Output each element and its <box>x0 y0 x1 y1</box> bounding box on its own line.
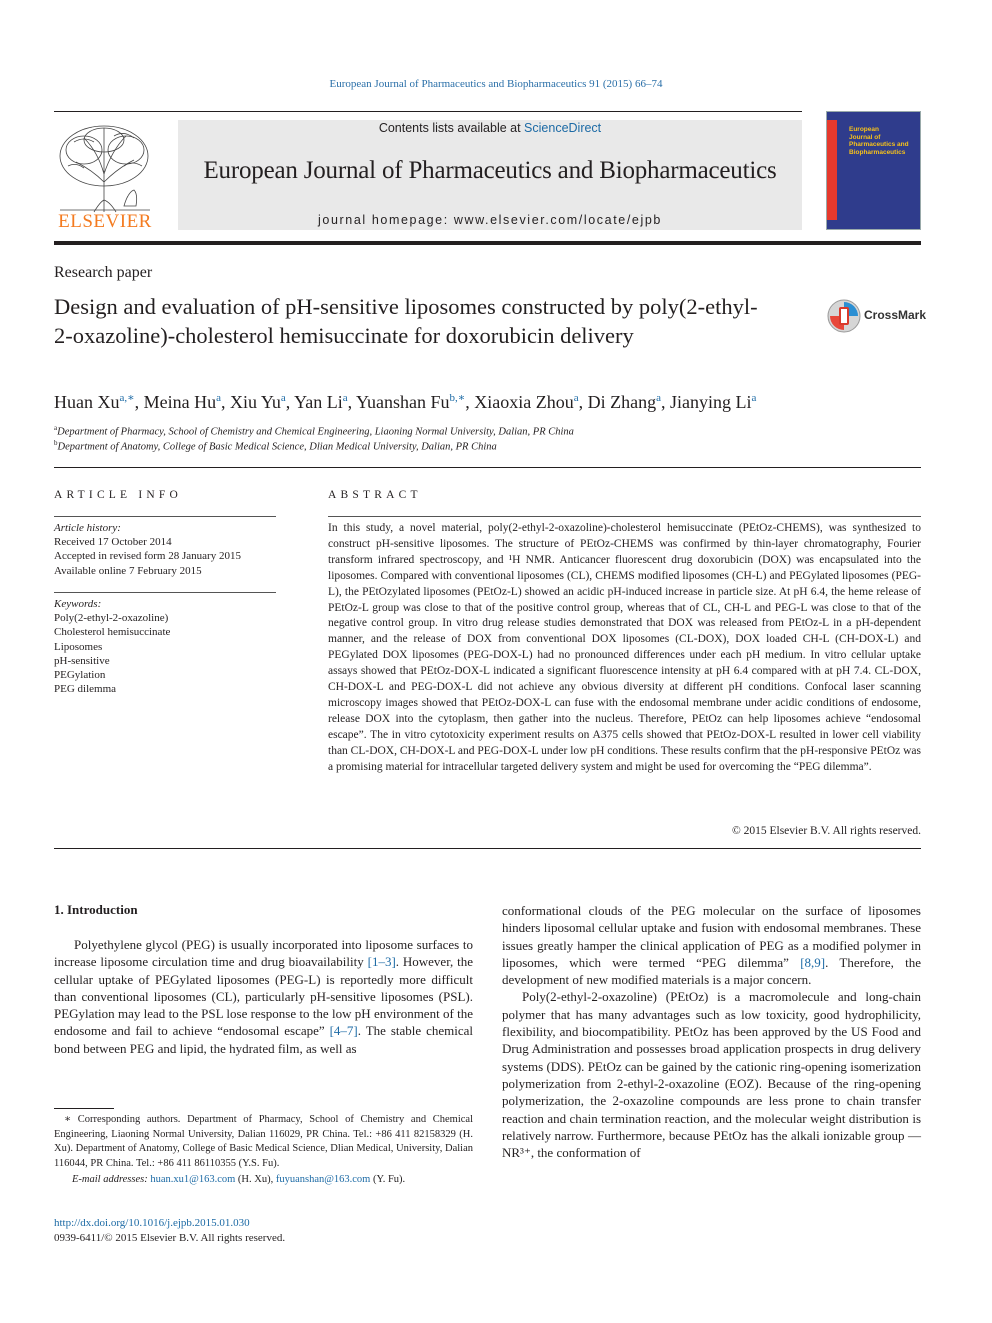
corresponding-author-footnote <box>54 1113 473 1188</box>
author-affiliation-mark[interactable]: a,∗ <box>119 392 135 404</box>
keywords <box>54 597 276 696</box>
author-name: Xiaoxia Zhou <box>474 392 574 412</box>
keyword-item: PEG dilemma <box>54 683 117 696</box>
article-history-label: Article history: <box>54 522 121 534</box>
author-name: Xiu Yu <box>229 392 281 412</box>
body-left-column <box>54 936 473 1057</box>
cover-title <box>849 126 909 156</box>
paragraph-text: Polyethylene glycol (PEG) is usually incorporated into liposome surfaces to increase liposome circulation time and drug bioavailability <box>54 937 473 970</box>
author-affiliation-mark[interactable]: a <box>751 392 757 404</box>
email-link-fu[interactable]: fuyuanshan@163.com <box>275 1174 371 1185</box>
author-affiliation-mark[interactable]: a <box>280 392 286 404</box>
author-name: Yuanshan Fu <box>355 392 450 412</box>
email-label: E-mail addresses: <box>72 1174 151 1185</box>
header-thick-rule <box>54 241 921 245</box>
article-info-heading: ARTICLE INFO <box>54 489 182 501</box>
journal-homepage[interactable]: journal homepage: www.elsevier.com/locate/ejpb <box>318 213 662 227</box>
abstract-rule <box>328 516 921 517</box>
abstract-copyright: © 2015 Elsevier B.V. All rights reserved. <box>732 825 921 837</box>
keyword-item: Liposomes <box>54 640 103 653</box>
email-link-xu[interactable]: huan.xu1@163.com <box>150 1174 236 1185</box>
cover-title-line: Biopharmaceutics <box>849 148 906 156</box>
author-affiliation-mark[interactable]: a <box>656 392 661 404</box>
cover-title-line: Pharmaceutics and <box>849 141 909 148</box>
keyword-item: Cholesterol hemisuccinate <box>54 626 171 639</box>
author-name: Jianying Li <box>669 392 752 412</box>
reference-link[interactable]: [4–7] <box>329 1023 358 1039</box>
keywords-label: Keywords: <box>54 598 102 610</box>
introduction-heading: 1. Introduction <box>54 902 138 917</box>
email-owner: (Y. Fu). <box>370 1174 406 1185</box>
paragraph-text: . The stable chemical bond between PEG and lipid, the hydrated film, as well as <box>54 1023 474 1056</box>
doi-block <box>54 1216 285 1246</box>
author-affiliation-mark[interactable]: a <box>342 392 348 404</box>
article-type: Research paper <box>54 264 153 281</box>
cover-title-line: Journal of <box>849 133 881 141</box>
contents-prefix: Contents lists available at <box>378 121 525 135</box>
email-line <box>54 1173 473 1188</box>
author-name: Di Zhang <box>587 392 657 412</box>
keywords-rule <box>54 592 276 593</box>
affiliation-mark: a <box>54 424 58 432</box>
crossmark-label: CrossMark <box>864 308 927 322</box>
reference-link[interactable]: [8,9] <box>800 954 826 970</box>
affiliation-text: Department of Pharmacy, School of Chemistry and Chemical Engineering, Liaoning Normal University, Dalian, PR China <box>57 426 574 438</box>
author-affiliation-mark[interactable]: a <box>573 392 579 404</box>
sciencedirect-link[interactable]: ScienceDirect <box>524 121 602 135</box>
email-owner: (H. Xu), <box>235 1174 276 1185</box>
abstract-heading: ABSTRACT <box>328 489 422 501</box>
abstract-text: In this study, a novel material, poly(2-ethyl-2-oxazoline)-cholesterol hemisuccinate (PEtOz-CHEMS), was synthesized to construct pH-sensitive liposomes. The structure of PEtOz-CHEMS was confirmed by thin-layer chromatography, Fourier transform infrared spectroscopy, and ¹H NMR. Anticancer fluorescent drug doxorubicin (DOX) was encapsulated into the liposomes. Compared with conventional liposomes (CL), CHEMS modified liposomes (CH-L) and PEGylated liposomes (PEG-L), the PEtOzylated liposomes (PEtOz-L) showed an acidic pH-induced increase in particle size. At pH 6.4, the heme release of PEtOz-L group was close to that of the positive control group, whereas that of CL, CH-L and PEG-L was close to that of the negative control group. In vitro drug release studies demonstrated that DOX was released from PEtOz-L in a pH-dependent manner, and the release of DOX from conventional DOX liposomes (CL-DOX), DOX loaded CH-L (CH-DOX-L) and PEGylated DOX liposomes (PEG-DOX-L) had no pronounced differences under each pH medium. In vitro cellular uptake assays showed that PEtOz-DOX-L indicated a significant fluorescence intensity at pH 6.4 compared with at pH 7.4. CL-DOX, CH-DOX-L and PEG-DOX-L did not achieve any obvious diversity at different pH conditions. Confocal laser scanning microscopy images showed that PEtOz-DOX-L can fuse with the endosomal membrane under acidic conditions of endosome, release DOX into the cytoplasm, then gather into the nucleus. Therefore, PEtOz can help liposomes achieve “endosomal escape”. The in vitro cytotoxicity experiment results on A375 cells showed that PEtOz-DOX-L resulted in lower cell viability than CL-DOX, CH-DOX-L and PEG-DOX-L under low pH conditions. These results confirm that the pH-responsive PEtOz was a promising material for intracellular targeted delivery system and might be used for overcoming the “PEG dilemma”. <box>328 522 921 773</box>
footnote-rule <box>54 1108 114 1109</box>
journal-citation[interactable]: European Journal of Pharmaceutics and Biopharmaceutics 91 (2015) 66–74 <box>329 78 663 90</box>
paragraph-text: conformational clouds of the PEG molecular on the surface of liposomes hinders liposomal cellular uptake and fusion with endosomal membranes. These issues greatly hamper the clinical application of PEG as a modified polymer in liposomes, which were termed “PEG dilemma” <box>502 903 921 970</box>
intro-paragraph-continued <box>502 902 921 988</box>
keyword-item: PEGylation <box>54 669 106 682</box>
contents-line <box>178 121 802 135</box>
author-list: Huan $Xu^{a,∗}$, Meina Hu$^a$, Xiu Yu$^a$, Yan Li$^a$, Yuanshan $Fu^{b,∗}$, Xiaoxia Zhou$^a$, Di Zhang$^a$, Jianying Li$^a$ <box>54 392 757 412</box>
paragraph-text: . However, the cellular uptake of PEGylated liposomes (PEG-L) is reportedly more difficult than conventional liposomes (CL), particularly pH-sensitive liposomes (PSL). PEGylation may lead to the PSL lose response to the low pH environment of the endosome and fail to achieve “endosomal escape” <box>54 954 473 1039</box>
cover-title-line: European <box>849 126 879 133</box>
affiliation-a <box>54 424 574 438</box>
affiliation-mark: b <box>54 439 58 447</box>
title-block-rule <box>54 467 921 468</box>
abstract-bottom-rule <box>54 848 921 849</box>
keyword-item: pH-sensitive <box>54 654 110 667</box>
header-rule <box>54 111 802 112</box>
keyword-item: Poly(2-ethyl-2-oxazoline) <box>54 612 169 625</box>
article-history <box>54 521 276 578</box>
affiliation-text: Department of Anatomy, College of Basic Medical Science, Dlian Medical University, Dalian, PR China <box>57 441 497 453</box>
history-item: Received 17 October 2014 <box>54 536 172 549</box>
crossmark-badge[interactable] <box>826 298 926 334</box>
intro-paragraph-2: Poly(2-ethyl-2-oxazoline) (PEtOz) is a macromolecule and long-chain polymer that has many advantages such as low toxicity, good hydrophilicity, flexibility, and biocompatibility. PEtOz has been approved by the US Food and Drug Administration and possesses broad application prospects in drug delivery systems (DDS). PEtOz can be gained by the cationic ring-opening isomerization polymerization from 2-ethyl-2-oxazoline (EOZ). Because of the ring-opening polymerization, the 2-oxazoline compounds are less prone to chain transfer reaction and chain termination reaction, and the molecular weight distribution is relatively narrow. Furthermore, because PEtOz has the alkali ionizable group —NR³⁺, the conformation of <box>502 989 921 1161</box>
elsevier-tree-logo-icon <box>54 122 156 214</box>
cover-accent-bar <box>827 120 837 220</box>
article-info-rule <box>54 516 276 517</box>
issn-line: 0939-6411/© 2015 Elsevier B.V. All rights reserved. <box>54 1232 286 1244</box>
journal-cover-thumbnail[interactable] <box>826 111 921 230</box>
author-affiliation-mark[interactable]: b,∗ <box>449 392 466 404</box>
reference-link[interactable]: [1–3] <box>367 954 396 970</box>
history-item: Accepted in revised form 28 January 2015 <box>54 550 241 563</box>
author-name: Yan Li <box>294 392 343 412</box>
body-right-column <box>502 902 921 1161</box>
crossmark-icon <box>826 298 862 334</box>
doi-link[interactable]: http://dx.doi.org/10.1016/j.ejpb.2015.01.030 <box>54 1217 250 1229</box>
corresponding-note: ∗ Corresponding authors. Department of Pharmacy, School of Chemistry and Chemical Engineering, Liaoning Normal University, Dalian 116029, PR China. Tel.: +86 411 82158329 (H. Xu). Department of Anatomy, College of Basic Medical Science, Dlian Medical, University, Dalian 116044, PR China. Tel.: +86 411 86110355 (Y.S. Fu). <box>54 1114 473 1169</box>
elsevier-wordmark: ELSEVIER <box>58 211 152 232</box>
journal-name: European Journal of Pharmaceutics and Biopharmaceutics <box>203 157 777 184</box>
intro-paragraph-1 <box>54 936 473 1057</box>
article-title: Design and evaluation of pH-sensitive liposomes constructed by poly(2-ethyl-2-oxazoline)-cholesterol hemisuccinate for doxorubicin delivery <box>54 294 758 348</box>
history-item: Available online 7 February 2015 <box>54 564 202 577</box>
affiliation-b <box>54 439 497 453</box>
author-name: Meina Hu <box>143 392 217 412</box>
author-affiliation-mark[interactable]: a <box>216 392 221 404</box>
paragraph-text: . Therefore, the development of new modified materials is a major concern. <box>502 954 921 988</box>
author-name: Huan Xu <box>54 392 120 412</box>
